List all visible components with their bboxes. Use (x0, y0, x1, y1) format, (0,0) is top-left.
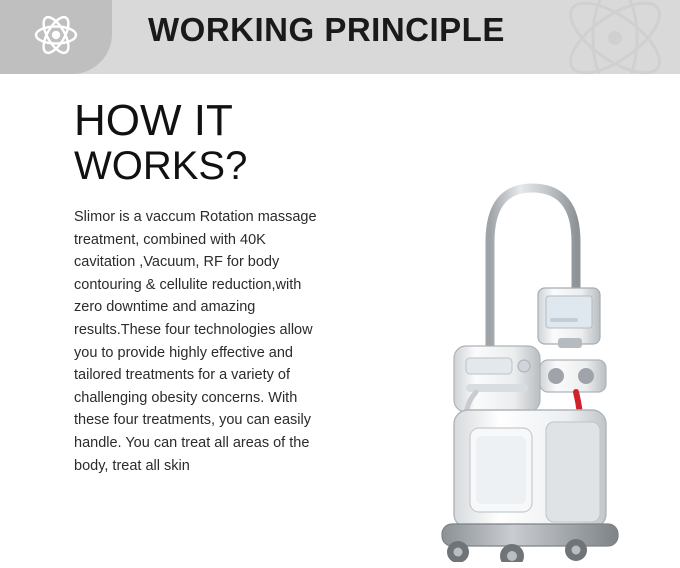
section-heading (74, 98, 344, 188)
page-title: WORKING PRINCIPLE (148, 11, 505, 48)
content-area (0, 74, 680, 568)
heading-line-1: HOW IT (74, 96, 233, 145)
header-band (0, 0, 680, 74)
atom-watermark-icon (540, 0, 680, 74)
atom-icon (28, 7, 84, 68)
description-paragraph: Slimor is a vaccum Rotation massage treatment, combined with 40K cavitation ,Vacuum, RF for body contouring & cellulite reduction,with zero downtime and amazing results.These four technologies allow you to provide highly effective and tailored treatments for a variety of challenging obesity concerns. With these four treatments, you can easily handle. You can treat all areas of the body, treat all skin (74, 209, 317, 474)
heading-line-2: WORKS? (74, 144, 248, 188)
logo-badge (0, 0, 112, 74)
product-image (380, 92, 660, 562)
